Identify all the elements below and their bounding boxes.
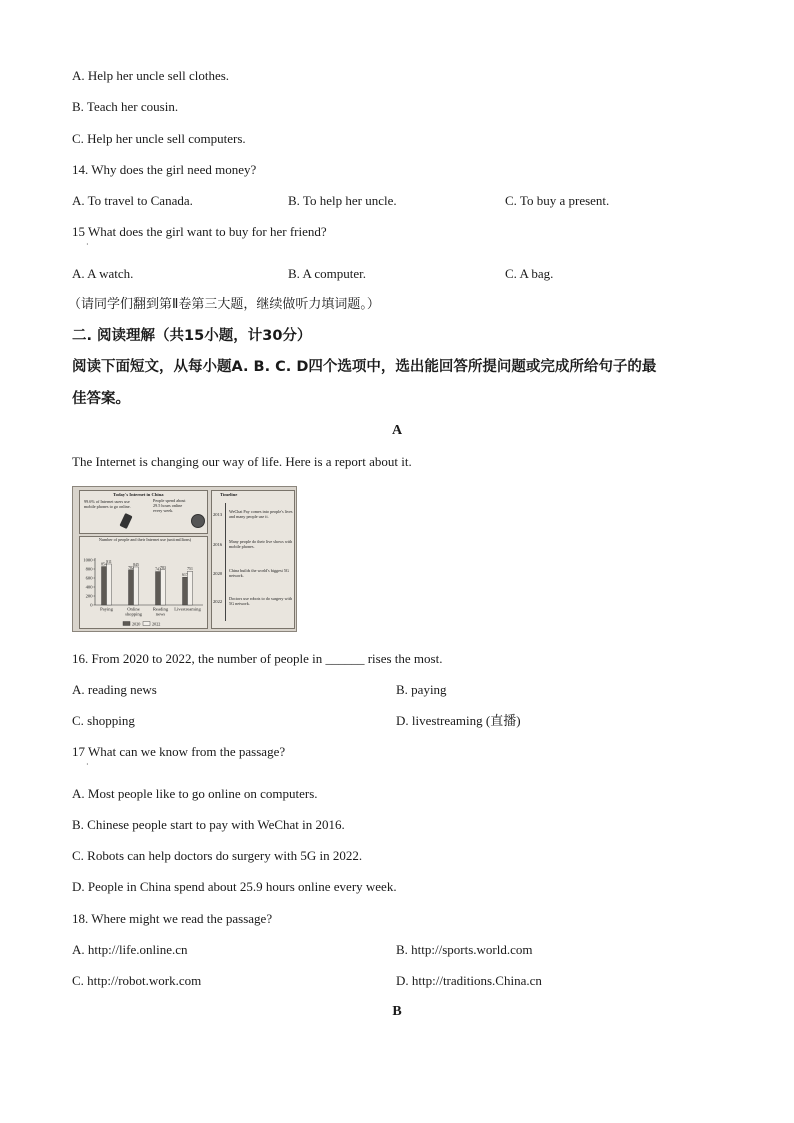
chart-bar <box>129 570 134 605</box>
chart-bar-value-label: 854 <box>101 562 107 567</box>
chart-legend-swatch <box>123 622 130 626</box>
q15-option-a: A. A watch. <box>72 266 134 281</box>
listening-note: （请同学们翻到第Ⅱ卷第三大题，继续做听力填词题。） <box>68 297 380 312</box>
passage-a-label: A <box>391 423 403 438</box>
q14-question: 14. Why does the girl need money? <box>72 162 257 177</box>
q16-option-a: A. reading news <box>72 682 157 697</box>
chart-bar <box>161 570 166 605</box>
q17-dot-mark: · <box>86 760 89 769</box>
report-fact-1: 99.6% of Internet users use mobile phones to go online. <box>84 499 131 509</box>
timeline-text-2013: WeChat Pay comes into people's lives and many people use it. <box>229 509 293 519</box>
q15-dot-mark: · <box>86 240 89 249</box>
chart-legend-label: 2022 <box>152 621 161 627</box>
q18-question: 18. Where might we read the passage? <box>72 911 273 926</box>
chart-bar <box>107 564 112 605</box>
timeline-text-2022: Doctors use robots to do surgery with 5G network. <box>229 596 292 606</box>
internet-report-image <box>72 486 297 632</box>
q18-option-b: B. http://sports.world.com <box>396 942 533 957</box>
q15-option-b: B. A computer. <box>288 266 366 281</box>
chart-bar <box>134 567 139 605</box>
q16-option-d: D. livestreaming (直播) <box>396 713 521 728</box>
passage-b-label: B <box>392 1004 402 1019</box>
chart-category-label: Online <box>127 606 140 612</box>
chart-category-label: Paying <box>100 606 113 612</box>
chart-bar-value-label: 911 <box>106 560 112 565</box>
q13-option-a: A. Help her uncle sell clothes. <box>72 68 230 83</box>
timeline-year-2016: 2016 <box>213 542 223 547</box>
chart-legend-label: 2020 <box>132 621 141 627</box>
chart-category-label: news <box>155 611 166 617</box>
chart-bar-value-label: 783 <box>160 565 166 570</box>
q14-option-b: B. To help her uncle. <box>288 193 397 208</box>
chart-category-label: Reading <box>152 606 169 612</box>
timeline-year-2022: 2022 <box>213 599 223 604</box>
chart-y-tick-label: 200 <box>85 593 93 599</box>
chart-bar <box>188 571 193 605</box>
chart-bar-value-label: 782 <box>128 565 134 570</box>
q17-question: 17 What can we know from the passage? <box>72 744 286 759</box>
chart-bar <box>183 577 188 605</box>
report-chart-title: Number of people and their Internet use (unit:millions) <box>98 537 192 542</box>
timeline-axis <box>225 503 226 621</box>
q18-option-a: A. http://life.online.cn <box>72 942 188 957</box>
report-left-title: Today's Internet in China <box>113 492 164 497</box>
chart-category-label: shopping <box>125 611 142 617</box>
chart-y-tick-label: 1000 <box>83 557 93 563</box>
q15-question: 15 What does the girl want to buy for her friend? <box>72 224 327 239</box>
q13-option-b: B. Teach her cousin. <box>72 99 179 114</box>
q17-option-d: D. People in China spend about 25.9 hours online every week. <box>72 879 397 894</box>
q16-question: 16. From 2020 to 2022, the number of people in ______ rises the most. <box>72 651 443 666</box>
q16-option-b: B. paying <box>396 682 447 697</box>
chart-y-tick-label: 400 <box>85 584 93 590</box>
chart-y-tick-label: 0 <box>90 602 93 608</box>
chart-bar <box>102 567 107 605</box>
chart-bar-value-label: 617 <box>182 573 188 578</box>
q17-option-c: C. Robots can help doctors do surgery with 5G in 2022. <box>72 848 363 863</box>
q16-option-c: C. shopping <box>72 713 135 728</box>
chart-bar-value-label: 751 <box>187 567 193 572</box>
q18-option-d: D. http://traditions.China.cn <box>396 973 542 988</box>
instruction-line-1: 阅读下面短文，从每小题A. B. C. D四个选项中，选出能回答所提问题或完成所给句子的最 <box>72 359 657 375</box>
timeline-text-2020: China builds the world's biggest 5G network. <box>229 568 289 578</box>
chart-y-tick-label: 800 <box>85 566 93 572</box>
q18-option-c: C. http://robot.work.com <box>72 973 202 988</box>
chart-y-tick-label: 600 <box>85 575 93 581</box>
timeline-year-2020: 2020 <box>213 571 223 576</box>
chart-bar-value-label: 845 <box>133 562 139 567</box>
chart-bar-value-label: 743 <box>155 567 161 572</box>
chart-legend-swatch <box>143 622 150 626</box>
q17-option-a: A. Most people like to go online on computers. <box>72 786 318 801</box>
timeline-year-2013: 2013 <box>213 512 223 517</box>
timeline-text-2016: Many people do their live shows with mobile phones. <box>229 539 293 549</box>
timeline-title: Timeline <box>220 492 238 497</box>
q15-option-c: C. A bag. <box>505 266 554 281</box>
q14-option-a: A. To travel to Canada. <box>72 193 193 208</box>
q17-option-b: B. Chinese people start to pay with WeChat in 2016. <box>72 817 345 832</box>
chart-category-label: Livestreaming <box>174 606 201 612</box>
passage-a-intro: The Internet is changing our way of life. Here is a report about it. <box>72 454 412 469</box>
q13-option-c: C. Help her uncle sell computers. <box>72 131 246 146</box>
q14-option-c: C. To buy a present. <box>505 193 610 208</box>
section-title: 二. 阅读理解（共15小题，计30分） <box>72 328 312 344</box>
instruction-line-2: 佳答案。 <box>72 391 130 407</box>
chart-bar <box>156 572 161 605</box>
report-fact-2: People spend about 29.5 hours online every week. <box>153 498 186 513</box>
